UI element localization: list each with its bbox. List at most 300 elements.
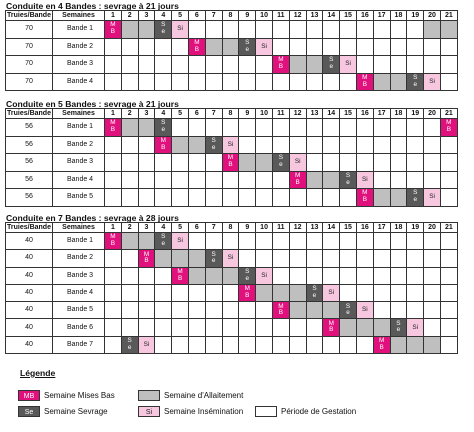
week-cell-al <box>172 250 189 267</box>
week-cell-al <box>390 189 407 207</box>
week-cell-gestation <box>323 267 340 284</box>
week-cell-mb <box>323 319 340 336</box>
week-cell-gestation <box>440 56 457 74</box>
week-header: 1 <box>105 223 122 233</box>
week-cell-gestation <box>205 233 222 250</box>
week-cell-gestation <box>289 233 306 250</box>
week-cell-mb <box>239 284 256 301</box>
table-row <box>6 73 458 91</box>
week-cell-gestation <box>340 233 357 250</box>
week-cell-gestation <box>306 119 323 137</box>
week-cell-si <box>340 56 357 74</box>
week-cell-gestation <box>306 336 323 353</box>
week-cell-si <box>172 233 189 250</box>
week-cell-gestation <box>188 284 205 301</box>
week-cell-mb <box>356 189 373 207</box>
week-cell-gestation <box>138 171 155 189</box>
week-cell-gestation <box>222 171 239 189</box>
week-cell-gestation <box>323 21 340 39</box>
week-cell-al <box>424 21 441 39</box>
cell-code: MB <box>194 38 200 53</box>
week-cell-gestation <box>424 250 441 267</box>
week-cell-se <box>340 302 357 319</box>
legend-label: Semaine d'Allaitement <box>164 391 244 400</box>
week-cell-gestation <box>138 189 155 207</box>
week-cell-al <box>373 319 390 336</box>
week-cell-gestation <box>105 302 122 319</box>
week-cell-gestation <box>172 56 189 74</box>
week-header: 11 <box>272 223 289 233</box>
week-cell-gestation <box>440 189 457 207</box>
truies-count: 70 <box>6 56 53 74</box>
week-cell-gestation <box>205 189 222 207</box>
week-cell-gestation <box>155 38 172 56</box>
week-cell-gestation <box>373 171 390 189</box>
week-cell-gestation <box>323 250 340 267</box>
week-cell-gestation <box>239 189 256 207</box>
week-header: 15 <box>340 223 357 233</box>
week-cell-gestation <box>256 136 273 154</box>
week-header: 7 <box>205 223 222 233</box>
week-cell-gestation <box>188 319 205 336</box>
week-header: 6 <box>188 11 205 21</box>
week-cell-gestation <box>306 136 323 154</box>
week-header: 15 <box>340 109 357 119</box>
week-cell-gestation <box>239 73 256 91</box>
week-header: 17 <box>373 109 390 119</box>
week-cell-gestation <box>440 302 457 319</box>
week-header: 20 <box>424 223 441 233</box>
week-cell-gestation <box>323 189 340 207</box>
week-cell-gestation <box>323 119 340 137</box>
week-cell-gestation <box>356 233 373 250</box>
header-row <box>6 223 458 233</box>
cell-code: Se <box>161 233 166 247</box>
week-cell-gestation <box>306 319 323 336</box>
week-cell-gestation <box>155 336 172 353</box>
cell-code: Si <box>227 254 234 262</box>
cell-code: MB <box>362 73 368 88</box>
week-cell-gestation <box>424 119 441 137</box>
week-cell-gestation <box>390 154 407 172</box>
week-cell-al <box>188 136 205 154</box>
cell-code: Se <box>396 319 401 334</box>
cell-code: MB <box>362 189 368 204</box>
cell-code: Si <box>362 175 368 183</box>
week-cell-gestation <box>407 302 424 319</box>
bande-label: Bande 7 <box>53 336 105 353</box>
bande-label: Bande 2 <box>53 136 105 154</box>
cell-code: Si <box>294 158 301 166</box>
week-cell-al <box>205 267 222 284</box>
week-cell-gestation <box>272 21 289 39</box>
week-cell-gestation <box>373 302 390 319</box>
week-cell-gestation <box>172 284 189 301</box>
week-cell-gestation <box>424 284 441 301</box>
week-cell-gestation <box>390 38 407 56</box>
week-cell-gestation <box>440 136 457 154</box>
week-cell-gestation <box>323 38 340 56</box>
week-cell-gestation <box>222 73 239 91</box>
week-cell-gestation <box>222 233 239 250</box>
week-header: 20 <box>424 109 441 119</box>
cell-code: Si <box>328 289 335 297</box>
week-header: 7 <box>205 11 222 21</box>
week-cell-gestation <box>424 267 441 284</box>
week-cell-gestation <box>172 302 189 319</box>
week-cell-si <box>323 284 340 301</box>
week-cell-gestation <box>155 73 172 91</box>
cell-code: Se <box>245 38 250 53</box>
week-cell-al <box>424 336 441 353</box>
week-cell-gestation <box>289 336 306 353</box>
cell-code: Si <box>143 340 150 348</box>
week-cell-gestation <box>407 284 424 301</box>
week-cell-gestation <box>323 154 340 172</box>
week-cell-gestation <box>407 38 424 56</box>
week-cell-gestation <box>356 284 373 301</box>
week-cell-gestation <box>340 38 357 56</box>
table-row <box>6 250 458 267</box>
week-cell-al <box>121 233 138 250</box>
week-cell-gestation <box>272 267 289 284</box>
week-header: 5 <box>172 11 189 21</box>
week-header: 9 <box>239 11 256 21</box>
week-header: 5 <box>172 109 189 119</box>
week-header: 14 <box>323 223 340 233</box>
week-header: 14 <box>323 11 340 21</box>
week-cell-gestation <box>155 56 172 74</box>
week-cell-al <box>256 284 273 301</box>
week-cell-gestation <box>340 284 357 301</box>
week-cell-gestation <box>256 250 273 267</box>
cell-code: MB <box>160 136 166 151</box>
si-swatch: Si <box>138 406 160 417</box>
week-cell-gestation <box>356 250 373 267</box>
week-cell-gestation <box>272 189 289 207</box>
header-row <box>6 11 458 21</box>
week-cell-gestation <box>440 233 457 250</box>
legend-item-sevrage <box>18 406 108 417</box>
week-header: 16 <box>356 11 373 21</box>
week-cell-al <box>306 302 323 319</box>
truies-count: 40 <box>6 336 53 353</box>
week-header: 16 <box>356 223 373 233</box>
week-cell-gestation <box>205 319 222 336</box>
week-cell-gestation <box>407 21 424 39</box>
week-cell-al <box>323 171 340 189</box>
week-cell-al <box>356 319 373 336</box>
week-cell-gestation <box>340 73 357 91</box>
week-header: 20 <box>424 11 441 21</box>
week-cell-al <box>222 38 239 56</box>
week-cell-gestation <box>239 302 256 319</box>
week-cell-mb <box>272 56 289 74</box>
week-cell-gestation <box>121 284 138 301</box>
table-row <box>6 302 458 319</box>
week-cell-se <box>205 250 222 267</box>
week-cell-al <box>138 233 155 250</box>
week-cell-mb <box>105 119 122 137</box>
week-header: 8 <box>222 109 239 119</box>
week-cell-al <box>373 73 390 91</box>
truies-count: 56 <box>6 119 53 137</box>
week-cell-gestation <box>289 319 306 336</box>
week-cell-mb <box>289 171 306 189</box>
week-cell-gestation <box>390 302 407 319</box>
week-cell-gestation <box>172 189 189 207</box>
week-header: 17 <box>373 223 390 233</box>
week-cell-al <box>289 284 306 301</box>
cell-code: Si <box>429 77 435 85</box>
week-cell-gestation <box>155 284 172 301</box>
header-semaines: Semaines <box>53 109 105 119</box>
schedule-table <box>5 10 458 91</box>
truies-count: 40 <box>6 319 53 336</box>
week-cell-gestation <box>105 73 122 91</box>
week-cell-gestation <box>289 21 306 39</box>
truies-count: 40 <box>6 284 53 301</box>
week-cell-gestation <box>390 284 407 301</box>
week-cell-gestation <box>373 21 390 39</box>
week-header: 4 <box>155 11 172 21</box>
week-cell-gestation <box>239 56 256 74</box>
cell-code: Se <box>161 119 166 134</box>
week-cell-gestation <box>306 73 323 91</box>
week-cell-gestation <box>256 302 273 319</box>
week-cell-se <box>155 21 172 39</box>
week-cell-al <box>205 38 222 56</box>
week-header: 8 <box>222 223 239 233</box>
week-header: 14 <box>323 109 340 119</box>
week-cell-al <box>138 119 155 137</box>
week-header: 4 <box>155 223 172 233</box>
week-cell-gestation <box>155 267 172 284</box>
cell-code: Si <box>227 140 234 148</box>
week-cell-gestation <box>289 119 306 137</box>
table-row <box>6 189 458 207</box>
week-cell-gestation <box>172 336 189 353</box>
week-cell-mb <box>188 38 205 56</box>
week-cell-gestation <box>105 284 122 301</box>
week-header: 10 <box>256 223 273 233</box>
cell-code: MB <box>110 233 116 247</box>
bande-label: Bande 2 <box>53 38 105 56</box>
week-cell-gestation <box>440 154 457 172</box>
week-header: 10 <box>256 109 273 119</box>
week-header: 19 <box>407 109 424 119</box>
week-cell-gestation <box>340 336 357 353</box>
header-semaines: Semaines <box>53 11 105 21</box>
week-cell-gestation <box>272 73 289 91</box>
week-cell-al <box>172 136 189 154</box>
week-cell-gestation <box>256 319 273 336</box>
week-cell-gestation <box>373 38 390 56</box>
truies-count: 70 <box>6 38 53 56</box>
week-cell-gestation <box>188 154 205 172</box>
week-cell-se <box>155 233 172 250</box>
section-title: Conduite en 4 Bandes : sevrage à 21 jours <box>6 1 179 11</box>
cell-code: Si <box>261 42 267 50</box>
week-cell-al <box>323 302 340 319</box>
week-cell-gestation <box>340 119 357 137</box>
week-cell-gestation <box>323 136 340 154</box>
week-cell-gestation <box>340 21 357 39</box>
bande-label: Bande 4 <box>53 73 105 91</box>
week-cell-gestation <box>424 319 441 336</box>
week-cell-gestation <box>105 250 122 267</box>
week-cell-gestation <box>356 267 373 284</box>
week-cell-si <box>289 154 306 172</box>
week-cell-gestation <box>256 336 273 353</box>
week-header: 15 <box>340 11 357 21</box>
cell-code: Se <box>413 73 418 88</box>
week-header: 13 <box>306 223 323 233</box>
week-cell-gestation <box>424 38 441 56</box>
week-cell-mb <box>105 21 122 39</box>
header-truies: Truies/Bande <box>7 109 51 117</box>
truies-count: 70 <box>6 73 53 91</box>
week-cell-gestation <box>373 267 390 284</box>
week-header: 6 <box>188 109 205 119</box>
week-cell-se <box>340 171 357 189</box>
cell-code: Se <box>245 267 250 282</box>
week-cell-gestation <box>121 73 138 91</box>
week-cell-al <box>289 302 306 319</box>
week-header: 11 <box>272 109 289 119</box>
week-cell-gestation <box>373 136 390 154</box>
week-cell-gestation <box>239 119 256 137</box>
cell-code: Se <box>211 136 216 151</box>
week-cell-gestation <box>306 38 323 56</box>
week-cell-gestation <box>407 250 424 267</box>
week-cell-al <box>390 336 407 353</box>
week-cell-si <box>222 136 239 154</box>
week-cell-gestation <box>121 319 138 336</box>
week-cell-gestation <box>105 56 122 74</box>
week-cell-si <box>424 189 441 207</box>
week-cell-gestation <box>155 302 172 319</box>
legend-label: Semaine Sevrage <box>44 407 108 416</box>
week-cell-gestation <box>306 233 323 250</box>
truies-count: 40 <box>6 233 53 250</box>
week-cell-gestation <box>121 267 138 284</box>
week-cell-gestation <box>222 56 239 74</box>
mb-swatch: MB <box>18 390 40 401</box>
week-cell-gestation <box>289 267 306 284</box>
truies-count: 40 <box>6 250 53 267</box>
table-row <box>6 38 458 56</box>
week-cell-gestation <box>205 302 222 319</box>
week-cell-gestation <box>306 267 323 284</box>
week-cell-gestation <box>424 302 441 319</box>
week-cell-gestation <box>356 136 373 154</box>
week-cell-gestation <box>188 56 205 74</box>
bande-label: Bande 3 <box>53 154 105 172</box>
week-cell-gestation <box>340 136 357 154</box>
week-cell-gestation <box>172 38 189 56</box>
week-cell-gestation <box>407 119 424 137</box>
cell-code: MB <box>378 337 385 351</box>
truies-count: 40 <box>6 302 53 319</box>
week-cell-al <box>390 73 407 91</box>
week-cell-gestation <box>172 119 189 137</box>
week-cell-mb <box>356 73 373 91</box>
week-cell-gestation <box>340 250 357 267</box>
week-cell-gestation <box>188 171 205 189</box>
week-cell-gestation <box>440 267 457 284</box>
week-cell-gestation <box>138 302 155 319</box>
week-header: 11 <box>272 11 289 21</box>
week-header: 18 <box>390 11 407 21</box>
header-truies: Truies/Bande <box>7 11 51 19</box>
week-header: 1 <box>105 11 122 21</box>
week-cell-gestation <box>188 302 205 319</box>
week-header: 6 <box>188 223 205 233</box>
week-cell-gestation <box>188 336 205 353</box>
week-cell-gestation <box>272 119 289 137</box>
week-cell-gestation <box>239 336 256 353</box>
week-cell-gestation <box>407 136 424 154</box>
cell-code: Se <box>161 21 166 36</box>
week-header: 3 <box>138 109 155 119</box>
week-cell-al <box>188 250 205 267</box>
week-cell-al <box>121 21 138 39</box>
week-cell-gestation <box>306 154 323 172</box>
table-row <box>6 21 458 39</box>
week-cell-gestation <box>222 119 239 137</box>
cell-code: MB <box>177 267 183 282</box>
section-title: Conduite en 7 Bandes : sevrage à 28 jours <box>6 213 179 223</box>
week-header: 1 <box>105 109 122 119</box>
week-cell-al <box>121 119 138 137</box>
week-cell-mb <box>373 336 390 353</box>
week-cell-gestation <box>138 136 155 154</box>
week-cell-al <box>188 267 205 284</box>
week-cell-gestation <box>105 171 122 189</box>
week-cell-gestation <box>440 250 457 267</box>
week-cell-gestation <box>105 336 122 353</box>
cell-code: Si <box>177 25 183 33</box>
week-cell-gestation <box>424 233 441 250</box>
week-cell-gestation <box>390 56 407 74</box>
week-cell-gestation <box>323 73 340 91</box>
week-cell-gestation <box>424 56 441 74</box>
week-cell-gestation <box>390 250 407 267</box>
week-cell-gestation <box>205 119 222 137</box>
legend-item-insemination <box>138 406 243 417</box>
table-row <box>6 119 458 137</box>
week-cell-gestation <box>205 21 222 39</box>
week-cell-si <box>407 319 424 336</box>
week-cell-gestation <box>138 56 155 74</box>
week-cell-gestation <box>323 233 340 250</box>
week-header: 17 <box>373 11 390 21</box>
week-cell-gestation <box>390 136 407 154</box>
cell-code: MB <box>294 171 301 186</box>
table-row <box>6 336 458 353</box>
week-cell-gestation <box>323 336 340 353</box>
allaitement-swatch <box>138 390 160 401</box>
week-header: 3 <box>138 11 155 21</box>
week-cell-gestation <box>356 119 373 137</box>
week-cell-gestation <box>172 73 189 91</box>
table-row <box>6 267 458 284</box>
week-cell-se <box>121 336 138 353</box>
week-cell-gestation <box>256 189 273 207</box>
week-cell-gestation <box>424 171 441 189</box>
week-cell-gestation <box>256 119 273 137</box>
